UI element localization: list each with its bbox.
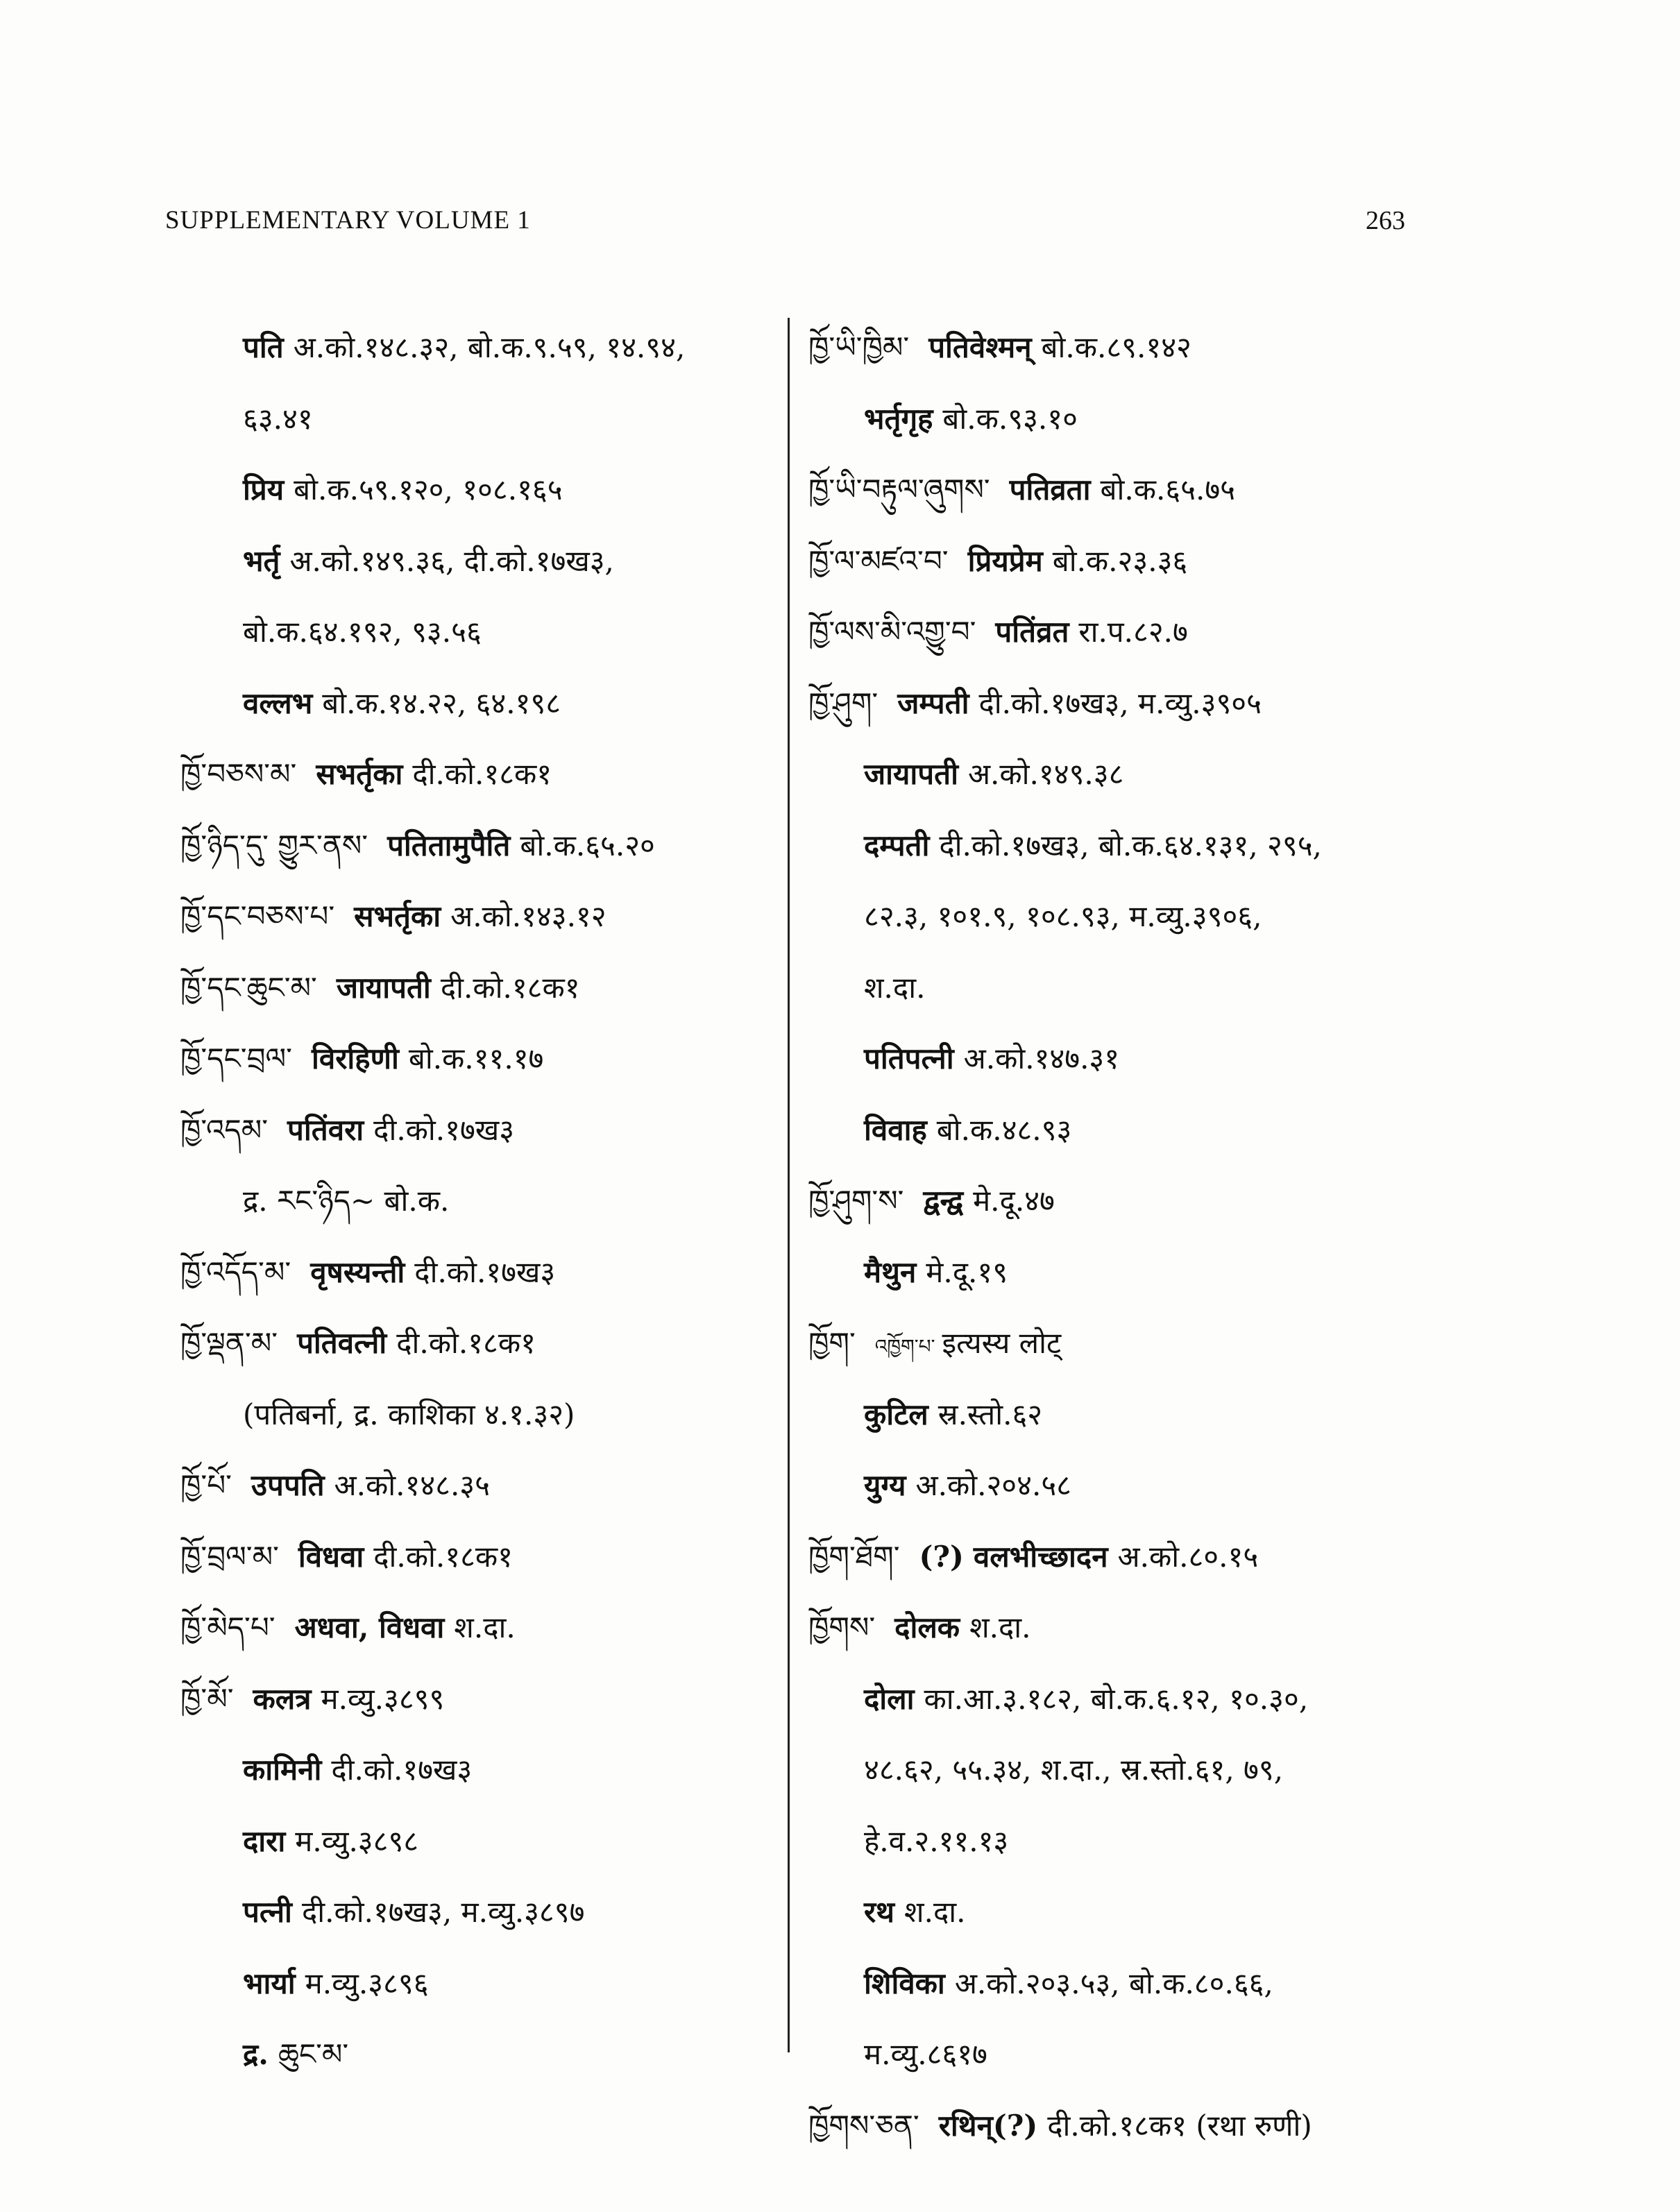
entry-continuation — [180, 1877, 777, 1948]
dictionary-entry — [808, 1522, 1502, 1593]
tibetan-headword: ཁྱོ་ཤུག་ — [808, 686, 879, 720]
entry-continuation — [180, 1379, 777, 1451]
source-reference: बो.क.१४.२२, ६४.१९८ — [322, 686, 561, 720]
tibetan-headword: ཁྱོ་ལ་མཛའ་བ་ — [808, 543, 949, 578]
entry-continuation — [180, 1806, 777, 1878]
source-reference: अ.को.१४८.३५ — [334, 1468, 490, 1502]
source-reference: दी.को.१७ख३, म.व्यु.३९०५ — [978, 686, 1262, 720]
dictionary-entry — [180, 1308, 777, 1379]
source-reference: दी.को.१७ख३, बो.क.६४.१३१, २९५, — [939, 828, 1322, 862]
source-reference: का.आ.३.१८२, बो.क.६.१२, १०.३०, — [924, 1681, 1309, 1716]
source-reference: बो.क.६४.१९२, ९३.५६ — [243, 615, 482, 649]
source-reference: अ.को.२०३.५३, बो.क.८०.६६, — [954, 1966, 1273, 2000]
sanskrit-keyword: उपपति — [251, 1468, 325, 1502]
dictionary-entry — [180, 739, 777, 810]
sanskrit-keyword: वलभीच्छादन — [973, 1539, 1108, 1574]
sanskrit-keyword: दोलक — [894, 1610, 960, 1644]
dictionary-entry — [808, 1308, 1502, 1379]
entry-continuation — [808, 1877, 1502, 1948]
source-reference: दी.को.१७ख३ — [414, 1254, 556, 1289]
entry-continuation — [180, 312, 777, 384]
source-reference: बो.क.११.१७ — [408, 1041, 544, 1075]
sanskrit-keyword: पतिव्रता — [1009, 473, 1091, 507]
entry-continuation — [180, 597, 777, 668]
source-reference: स्र.स्तो.६२ — [937, 1397, 1043, 1431]
source-reference: मे.दू.४७ — [973, 1184, 1055, 1218]
sanskrit-keyword: पतिवत्नी — [297, 1326, 387, 1360]
source-reference: बो.क.८९.१४२ — [1041, 330, 1191, 364]
sanskrit-keyword: शिविका — [864, 1966, 945, 2000]
sanskrit-keyword: विधवा — [298, 1539, 364, 1574]
entry-continuation — [180, 454, 777, 526]
source-reference: ८२.३, १०१.९, १०८.९३, म.व्यु.३९०६, — [864, 899, 1262, 933]
source-reference: म.व्यु.८६१७ — [864, 2037, 987, 2071]
entry-continuation — [808, 384, 1502, 455]
tibetan-headword: ཁྱོ་ཉིད་དུ་ གྱུར་ནས་ — [180, 828, 368, 862]
source-reference: इत्यस्य लोट् — [942, 1326, 1062, 1360]
entry-continuation — [808, 1095, 1502, 1166]
source-reference: बो.क.९३.१० — [942, 401, 1078, 436]
dictionary-entry — [808, 1592, 1502, 1664]
sanskrit-keyword: सभर्तृका — [316, 757, 403, 791]
dictionary-entry — [180, 1522, 777, 1593]
source-reference: श.दा. — [454, 1610, 516, 1644]
tibetan-headword: ཁྱོག་ — [808, 1326, 856, 1360]
dictionary-entry — [808, 668, 1502, 740]
dictionary-entry — [180, 810, 777, 882]
sanskrit-keyword: पतिंवरा — [287, 1112, 364, 1147]
sanskrit-keyword: दोला — [864, 1681, 915, 1716]
sanskrit-keyword: मैथुन — [864, 1254, 917, 1289]
tibetan-headword: ཁྱོགས་ — [808, 1610, 876, 1644]
source-reference: दी.को.१७ख३ — [373, 1112, 515, 1147]
sanskrit-keyword: युग्य — [864, 1468, 906, 1502]
source-reference: बो.क.६५.७५ — [1100, 473, 1236, 507]
source-reference: म.व्यु.३८९८ — [295, 1823, 419, 1858]
sanskrit-keyword: वृषस्यन्ती — [310, 1254, 405, 1289]
column-divider — [788, 318, 790, 2052]
source-reference: अ.को.१४९.३८ — [967, 757, 1124, 791]
tibetan-crossref: ཆུང་མ་ — [278, 2037, 349, 2071]
dictionary-entry — [180, 1095, 777, 1166]
sanskrit-keyword: द्वन्द्व — [923, 1184, 964, 1218]
sanskrit-keyword: दम्पती — [864, 828, 930, 862]
entry-continuation — [180, 1735, 777, 1806]
entry-continuation — [808, 810, 1502, 882]
source-reference: अ.को.१४३.१२ — [450, 899, 606, 933]
tibetan-headword: ཁྱོ་ལས་མི་འགྱུ་བ་ — [808, 615, 976, 649]
tibetan-headword: ཁྱོ་འདོད་མ་ — [180, 1254, 291, 1289]
sanskrit-keyword: रथ — [864, 1895, 895, 1929]
tibetan-headword: ཁྱོགས་ཅན་ — [808, 2108, 919, 2143]
source-reference: हे.व.२.११.१३ — [864, 1823, 1009, 1858]
sanskrit-keyword: रथिन्(?) — [938, 2108, 1038, 2143]
sanskrit-keyword: जायापती — [864, 757, 958, 791]
running-header: SUPPLEMENTARY VOLUME 1 — [165, 206, 531, 235]
source-reference: दी.को.१८क१ — [396, 1326, 536, 1360]
entry-continuation — [180, 384, 777, 455]
source-reference: दी.को.१८क१ — [412, 757, 552, 791]
tibetan-headword: ཁྱོ་དང་ཆུང་མ་ — [180, 970, 317, 1005]
dictionary-entry — [180, 1023, 777, 1095]
source-reference: दी.को.१८क१ — [373, 1539, 514, 1574]
dictionary-entry — [180, 1592, 777, 1664]
dictionary-entry — [180, 1450, 777, 1522]
dictionary-entry — [808, 2091, 1502, 2162]
dictionary-entry — [180, 1664, 777, 1735]
source-reference: बो.क.६५.२० — [520, 828, 655, 862]
source-reference: म.व्यु.३८९६ — [305, 1966, 429, 2000]
tibetan-headword: ཁྱོ་ལྡན་མ་ — [180, 1326, 278, 1360]
entry-continuation — [180, 2019, 777, 2091]
source-reference: अ.को.२०४.५८ — [915, 1468, 1072, 1502]
entry-continuation — [808, 739, 1502, 810]
entry-continuation — [808, 1023, 1502, 1095]
sanskrit-keyword: भर्तृ — [243, 543, 280, 578]
entry-continuation — [808, 2019, 1502, 2091]
source-reference: अ.को.१४८.३२, बो.क.९.५९, १४.९४, — [293, 330, 686, 364]
source-reference: श.दा. — [969, 1610, 1031, 1644]
sanskrit-keyword: जायापती — [336, 970, 431, 1005]
source-reference: म.व्यु.३८९९ — [321, 1681, 445, 1716]
right-column — [808, 312, 1502, 2161]
source-reference: दी.को.१८क१ (रथा रुणी) — [1047, 2108, 1312, 2143]
uncertain-marker: (?) — [919, 1539, 964, 1574]
sanskrit-keyword: कलत्र — [253, 1681, 312, 1716]
source-reference: अ.को.१४७.३१ — [963, 1041, 1120, 1075]
sanskrit-keyword: अधवा, विधवा — [294, 1610, 445, 1644]
entry-continuation — [180, 1166, 777, 1237]
sanskrit-keyword: प्रियप्रेम — [967, 543, 1043, 578]
tibetan-headword: ཁྱོ་འདམ་ — [180, 1112, 269, 1147]
sanskrit-keyword: कुटिल — [864, 1397, 928, 1431]
source-reference: दी.को.१७ख३ — [331, 1753, 473, 1787]
tibetan-headword: ཁྱོ་ཡི་ཁྱིམ་ — [808, 330, 910, 364]
entry-continuation — [808, 1379, 1502, 1451]
source-reference: ६३.४१ — [243, 401, 313, 436]
sanskrit-keyword: पति — [243, 330, 284, 364]
sanskrit-keyword: पतिवेश्मन् — [928, 330, 1032, 364]
tibetan-headword: ཁྱོ་མོ་ — [180, 1681, 234, 1716]
entry-continuation — [180, 668, 777, 740]
tibetan-headword: ཁྱོ་དང་བྲལ་ — [180, 1041, 292, 1075]
dictionary-entry — [808, 526, 1502, 597]
entry-continuation — [808, 1450, 1502, 1522]
page-number: 263 — [1366, 206, 1405, 235]
sanskrit-keyword: दारा — [243, 1823, 286, 1858]
dictionary-entry — [808, 454, 1502, 526]
source-reference: बो.क.२३.३६ — [1052, 543, 1188, 578]
dictionary-entry — [180, 953, 777, 1024]
dictionary-entry — [808, 1166, 1502, 1237]
tibetan-headword: ཁྱོ་བཅས་མ་ — [180, 757, 297, 791]
source-reference: (पतिबर्ना, द्र. काशिका ४.१.३२) — [243, 1397, 575, 1431]
sanskrit-keyword: वल्लभ — [243, 686, 313, 720]
dictionary-entry — [808, 312, 1502, 384]
left-column — [180, 312, 777, 2091]
entry-continuation — [180, 526, 777, 597]
source-reference: अ.को.८०.१५ — [1117, 1539, 1259, 1574]
source-reference: श.दा. — [904, 1895, 966, 1929]
source-reference: दी.को.१७ख३, म.व्यु.३८९७ — [301, 1895, 585, 1929]
sanskrit-keyword: पतिपत्नी — [864, 1041, 954, 1075]
source-reference: अ.को.१४९.३६, दी.को.१७ख३, — [289, 543, 614, 578]
source-reference: ४८.६२, ५५.३४, श.दा., स्र.स्तो.६१, ७९, — [864, 1753, 1284, 1787]
tibetan-headword: ཁྱོ་མེད་པ་ — [180, 1610, 275, 1644]
source-reference: द्र. རང་ཉིད~ बो.क. — [243, 1184, 450, 1218]
source-reference: मे.दू.१९ — [926, 1254, 1008, 1289]
sanskrit-keyword: भार्या — [243, 1966, 296, 2000]
source-reference: दी.को.१८क१ — [440, 970, 580, 1005]
entry-continuation — [808, 1806, 1502, 1878]
entry-continuation — [180, 1948, 777, 2020]
entry-continuation — [808, 1948, 1502, 2020]
entry-continuation — [808, 953, 1502, 1024]
sanskrit-keyword: विरहिणी — [312, 1041, 399, 1075]
dictionary-entry — [808, 597, 1502, 668]
source-reference: बो.क.५९.१२०, १०८.१६५ — [294, 473, 563, 507]
sanskrit-keyword: द्र. — [243, 2037, 269, 2071]
sanskrit-keyword: कामिनी — [243, 1753, 322, 1787]
tibetan-gloss: འཁྱོག་པ་ — [874, 1335, 935, 1358]
tibetan-headword: ཁྱོག་ཐོག་ — [808, 1539, 900, 1574]
sanskrit-keyword: प्रिय — [243, 473, 285, 507]
dictionary-entry — [180, 1237, 777, 1309]
entry-continuation — [808, 1735, 1502, 1806]
tibetan-headword: ཁྱོ་ཡི་བརྟུལ་ཞུགས་ — [808, 473, 990, 507]
source-reference: बो.क.४८.९३ — [936, 1112, 1072, 1147]
sanskrit-keyword: भर्तृगृह — [864, 401, 933, 436]
sanskrit-keyword: सभर्तृका — [354, 899, 441, 933]
tibetan-headword: ཁྱོ་དང་བཅས་པ་ — [180, 899, 335, 933]
tibetan-headword: ཁྱོ་པོ་ — [180, 1468, 232, 1502]
sanskrit-keyword: पतिंव्रत — [995, 615, 1069, 649]
sanskrit-keyword: विवाह — [864, 1112, 927, 1147]
tibetan-headword: ཁྱོ་བྲལ་མ་ — [180, 1539, 279, 1574]
dictionary-entry — [180, 881, 777, 953]
sanskrit-keyword: पत्नी — [243, 1895, 292, 1929]
entry-continuation — [808, 881, 1502, 953]
sanskrit-keyword: जम्पती — [897, 686, 969, 720]
source-reference: श.दा. — [864, 970, 926, 1005]
source-reference: रा.प.८२.७ — [1078, 615, 1188, 649]
tibetan-headword: ཁྱོ་ཤུག་ས་ — [808, 1184, 904, 1218]
sanskrit-keyword: पतितामुपैति — [387, 828, 511, 862]
entry-continuation — [808, 1664, 1502, 1735]
entry-continuation — [808, 1237, 1502, 1309]
